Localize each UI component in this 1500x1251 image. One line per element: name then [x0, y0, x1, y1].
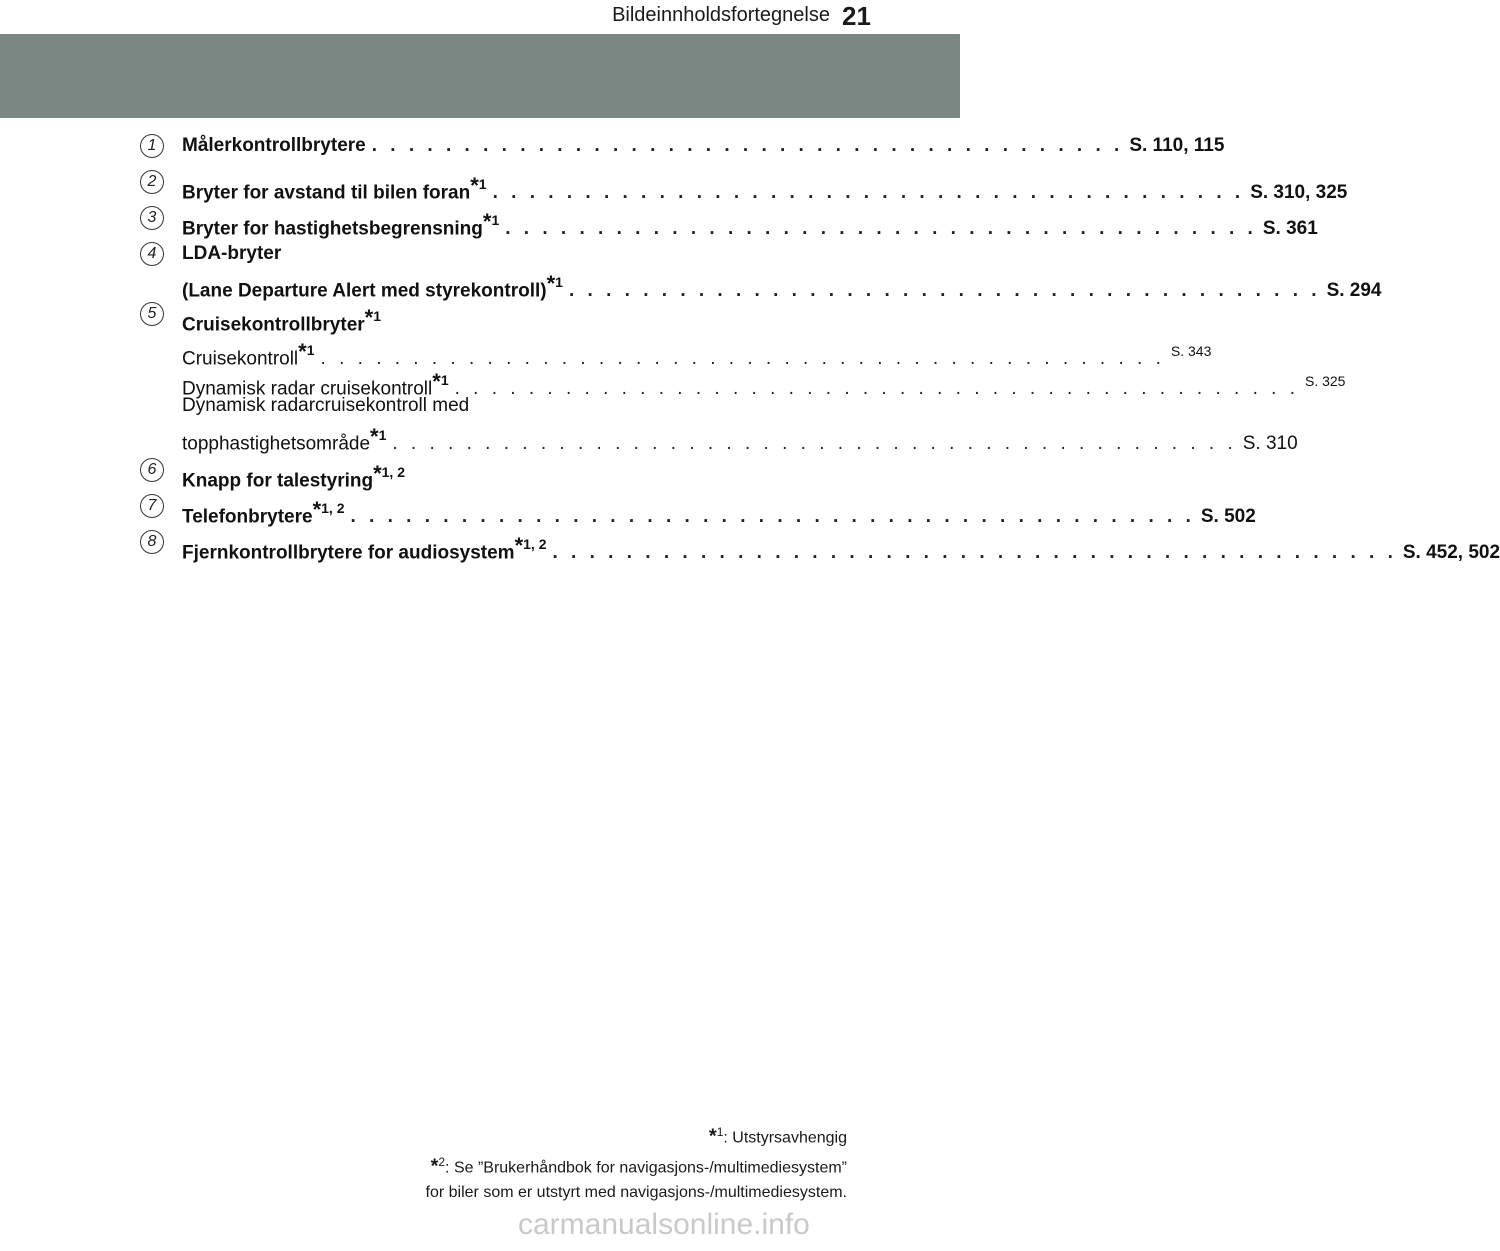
footnote-2: *$^2$: Se ”Brukerhåndbok for navigasjons-/multimediesystem” — [430, 1155, 847, 1178]
item-label: Telefonbrytere — [182, 506, 313, 528]
page-reference[interactable]: S. 310, 325 — [1250, 182, 1348, 204]
item-number-badge: 8 — [140, 530, 164, 554]
leader-dots: . . . . . . . . . . . . . . . . . . . . . . . . . . . . . . . . . . . . . . . . . — [505, 218, 1257, 240]
item-number-badge: 6 — [140, 458, 164, 482]
sub-item-label: topphastighetsområde — [182, 433, 371, 455]
item-label: Fjernkontrollbrytere for audiosystem — [182, 542, 515, 564]
item-number-badge: 7 — [140, 494, 164, 518]
footnote-1: *$^1$: Utstyrsavhengig — [708, 1125, 847, 1148]
leader-dots: . . . . . . . . . . . . . . . . . . . . . . . . . . . . . . . . . . . . . . . . . . . . . . — [454, 378, 1299, 400]
page-reference[interactable]: S. 310 — [1242, 433, 1298, 455]
page-reference[interactable]: S. 361 — [1262, 218, 1318, 240]
item-label: Bryter for avstand til bilen foran — [182, 182, 471, 204]
sub-item — [182, 422, 1298, 455]
footnote-marker: *1, 2 — [312, 497, 345, 522]
watermark: carmanualsonline.info — [518, 1208, 810, 1241]
page-header — [0, 0, 960, 34]
item-number-badge: 3 — [140, 206, 164, 230]
footnote-marker: *1 — [470, 173, 487, 198]
item-number-badge: 2 — [140, 170, 164, 194]
page-reference[interactable]: S. 294 — [1326, 280, 1382, 302]
page-reference[interactable]: S. 110, 115 — [1129, 135, 1225, 156]
item-label: Knapp for talestyring — [182, 470, 374, 492]
leader-dots: . . . . . . . . . . . . . . . . . . . . . . . . . . . . . . . . . . . . . . . . . . . . . . — [320, 348, 1165, 370]
item-number-badge: 5 — [140, 302, 164, 326]
leader-dots: . . . . . . . . . . . . . . . . . . . . . . . . . . . . . . . . . . . . . . . . . . . . . . — [392, 433, 1237, 455]
leader-dots: . . . . . . . . . . . . . . . . . . . . . . . . . . . . . . . . . . . . . . . . . — [492, 182, 1245, 204]
leader-dots: . . . . . . . . . . . . . . . . . . . . . . . . . . . . . . . . . . . . . . . . . . . . . . — [350, 506, 1195, 528]
footnote-marker: *1 — [370, 424, 387, 449]
sub-item-label: Dynamisk radar cruisekontroll — [182, 378, 433, 400]
item-label: Bryter for hastighetsbegrensning — [182, 218, 483, 240]
page-reference[interactable]: S. 325 — [1304, 373, 1346, 390]
sub-item — [182, 337, 1212, 370]
item-label: Cruisekontrollbryter — [182, 314, 365, 336]
footnote-marker: *1, 2 — [373, 461, 405, 486]
item-label: Målerkontrollbrytere — [182, 135, 366, 156]
item-label-line1: LDA-bryter — [182, 243, 282, 264]
page-number: 21 — [842, 1, 871, 31]
footnote-marker: *1 — [546, 271, 563, 296]
header-banner — [0, 34, 960, 118]
section-title: Bildeinnholdsfortegnelse — [612, 4, 830, 26]
page-reference[interactable]: S. 502 — [1200, 506, 1256, 528]
footnote-marker: *1, 2 — [514, 533, 547, 558]
item-label: (Lane Departure Alert med styrekontroll) — [182, 280, 547, 302]
leader-dots: . . . . . . . . . . . . . . . . . . . . . . . . . . . . . . . . . . . . . . . . . — [568, 280, 1321, 302]
leader-dots: . . . . . . . . . . . . . . . . . . . . . . . . . . . . . . . . . . . . . . . . . — [371, 135, 1124, 156]
sub-item — [182, 395, 810, 417]
footnote-marker: *1 — [364, 305, 382, 330]
sub-item-label: Cruisekontroll — [182, 348, 299, 370]
footnote-2-line2: for biler som er utstyrt med navigasjons-/multimediesystem. — [425, 1183, 847, 1201]
page-reference[interactable]: S. 452, 502 — [1402, 542, 1500, 564]
item-number-badge: 4 — [140, 242, 164, 266]
footnote-marker: *1 — [482, 209, 500, 234]
item-number-badge: 1 — [140, 134, 164, 158]
leader-dots: . . . . . . . . . . . . . . . . . . . . . . . . . . . . . . . . . . . . . . . . . . . . . . — [552, 542, 1397, 564]
sub-item-label-line1: Dynamisk radarcruisekontroll med — [182, 395, 470, 416]
footnote-marker: *1 — [432, 369, 449, 394]
page-reference[interactable]: S. 343 — [1170, 343, 1212, 360]
footnotes — [426, 1120, 847, 1205]
footnote-marker: *1 — [298, 339, 315, 364]
